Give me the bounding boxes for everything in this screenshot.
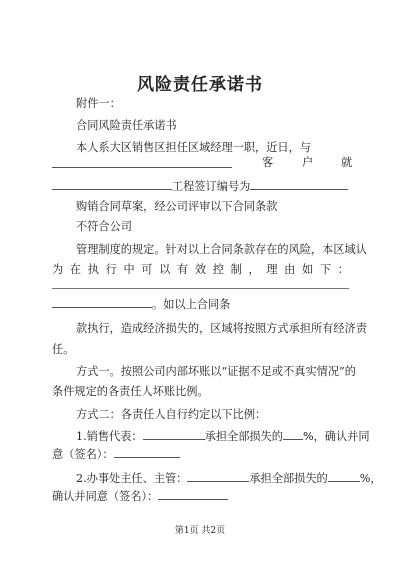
blank-field [52,178,172,190]
spaced-char: 由 [284,263,296,276]
contract-name: 合同风险责任承诺书 [76,119,177,132]
spaced-char: ， [248,263,260,276]
item-sales-rep-sign [52,446,180,462]
spaced-char: 以 [159,263,171,276]
sign-label: 意（签名）： [52,448,114,461]
spaced-char: 有 [177,263,189,276]
spaced-char: 理 [266,263,278,276]
customer-char: 客 [262,156,274,169]
blank-field [52,296,152,308]
blank-field [283,428,303,440]
method-two-text: 方式二：各责任人自行约定以下比例： [76,408,267,421]
item-sales-rep [76,428,370,444]
signature-field [158,488,228,500]
spaced-char: 中 [123,263,135,276]
item-office-head [76,470,382,486]
project-line [52,178,348,194]
spaced-char: 行 [105,263,117,276]
blank-field [328,470,360,482]
spaced-char: 在 [69,263,82,276]
item-text: 承担全部损失的 [249,472,328,485]
document-title: 风险责任承诺书 [137,75,263,95]
item-label: 2.办事处主任、主管： [76,472,188,485]
signature-field [114,446,180,458]
item-text: %， [359,472,382,485]
customer-line [52,156,352,172]
contract-clauses-line [52,296,230,312]
blank-field [143,428,205,440]
spaced-char: 控 [212,263,224,276]
item-label: 1.销售代表： [76,430,143,443]
noncompliant-text: 不符合公司 [76,220,132,233]
blank-field [52,156,232,168]
item-text: %，确认并同 [302,430,370,443]
spaced-char: 可 [141,263,153,276]
sales-text: 购销合同草案，经公司评审以下合同条款 [76,200,278,213]
customer-char: 户 [302,156,314,169]
intro-text: 本人系大区销售区担任区域经理一职，近日，与 [76,141,311,154]
blank-line [52,288,349,289]
execution-text-end: 任。 [52,343,75,356]
spaced-char: ： [337,263,349,276]
spaced-char: 如 [302,263,314,276]
customer-char: 就 [341,156,353,169]
execution-text: 款执行，造成经济损失的，区域将按照方式承担所有经济责 [76,322,367,335]
contract-clauses-text: 。如以上合同条 [152,298,231,311]
spaced-char: 下 [319,263,332,276]
method-one-text: 方式一。按照公司内部坏账以“证据不足或不真实情况”的 [76,365,356,378]
mgmt-text: 管理制度的规定。针对以上合同条款存在的风险，本区域认 [76,243,367,256]
blank-field [250,178,348,190]
item-office-head-sign [52,488,228,504]
page-footer: 第1页 共2页 [174,526,226,536]
project-label: 工程签订编号为 [172,180,251,193]
item-text: 承担全部损失的 [204,430,283,443]
blank-field [187,470,249,482]
spaced-char: 制 [230,263,242,276]
annex-label: 附件一： [76,97,121,110]
spaced-char: 执 [87,263,99,276]
method-one-text-end: 条件规定的各责任人坏账比例。 [52,385,209,398]
spaced-line [52,263,349,277]
spaced-char: 效 [194,263,207,276]
sign-label: 确认并同意（签名）： [52,490,159,503]
spaced-char: 为 [52,263,64,276]
